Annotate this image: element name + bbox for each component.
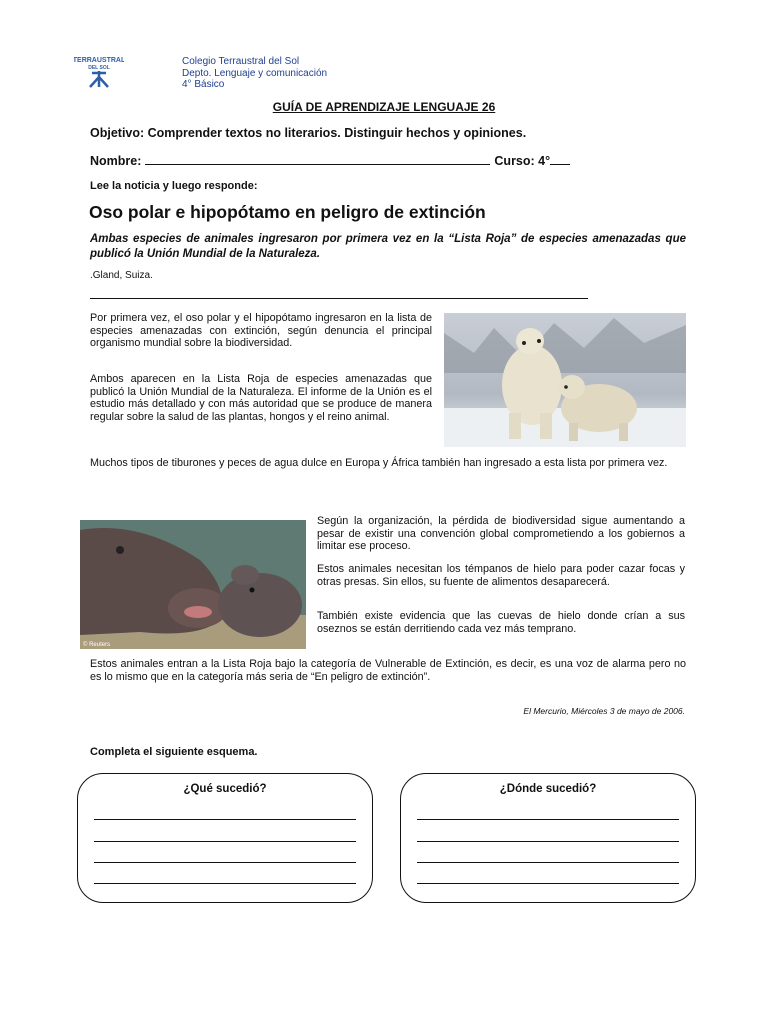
answer-line[interactable]: [417, 862, 679, 863]
name-label: Nombre:: [90, 154, 142, 168]
article-source: El Mercurio, Miércoles 3 de mayo de 2006.: [523, 706, 685, 716]
answer-line[interactable]: [94, 841, 356, 842]
paragraph-1: Por primera vez, el oso polar y el hipopótamo ingresaron en la lista de especies amenazadas con extinción, según denuncia el principal organismo mundial sobre la biodiversidad.: [90, 312, 432, 350]
paragraph-6: También existe evidencia que las cuevas de hielo donde crían a sus oseznos se están derritiendo cada vez más temprano.: [317, 610, 685, 635]
paragraph-4: Según la organización, la pérdida de biodiversidad sigue aumentando a pesar de existir una convención global comprometiendo a los gobiernos a limitar ese proceso.: [317, 515, 685, 553]
polar-bear-photo: [444, 313, 686, 447]
school-name: Colegio Terraustral del Sol: [182, 56, 300, 67]
hippo-photo: [80, 520, 306, 649]
objective: Objetivo: Comprender textos no literarios. Distinguir hechos y opiniones.: [90, 126, 527, 140]
department: Depto. Lenguaje y comunicación: [182, 67, 328, 79]
where-happened-title: ¿Dónde sucedió?: [499, 783, 597, 795]
guide-title: GUÍA DE APRENDIZAJE LENGUAJE 26: [272, 100, 496, 114]
name-blank[interactable]: [145, 154, 490, 165]
logo-text-bottom: DEL SOL: [88, 65, 110, 71]
answer-line[interactable]: [417, 819, 679, 820]
name-course-row: [90, 154, 570, 168]
activity-instruction: Completa el siguiente esquema.: [90, 746, 258, 758]
logo-text-top: TERRAUSTRAL: [74, 57, 124, 64]
course-blank[interactable]: [550, 154, 570, 165]
what-happened-title: ¿Qué sucedió?: [183, 783, 267, 795]
answer-line[interactable]: [417, 841, 679, 842]
course-label: Curso: 4°: [494, 154, 551, 168]
grade: 4° Básico: [182, 79, 225, 90]
article-dateline: .Gland, Suiza.: [90, 270, 153, 281]
answer-line[interactable]: [417, 883, 679, 884]
article-lead: Ambas especies de animales ingresaron por primera vez en la “Lista Roja” de especies amenazadas que publicó la Unión Mundial de la Naturaleza.: [90, 233, 686, 260]
school-logo: [74, 50, 124, 90]
answer-line[interactable]: [94, 819, 356, 820]
reading-instruction: Lee la noticia y luego responde:: [90, 180, 258, 192]
school-info: [182, 56, 327, 91]
paragraph-3: Muchos tipos de tiburones y peces de agua dulce en Europa y África también han ingresado a esta lista por primera vez.: [90, 457, 668, 469]
divider: [90, 298, 588, 299]
paragraph-7: Estos animales entran a la Lista Roja bajo la categoría de Vulnerable de Extinción, es decir, es una voz de alarma pero no es lo mismo que en la categoría más seria de “En peligro de extinción”.: [90, 658, 686, 683]
answer-line[interactable]: [94, 883, 356, 884]
where-happened-box: [400, 773, 696, 903]
what-happened-box: [77, 773, 373, 903]
photo-credit: © Reuters: [83, 642, 111, 648]
article-headline: Oso polar e hipopótamo en peligro de extinción: [89, 202, 486, 222]
answer-line[interactable]: [94, 862, 356, 863]
paragraph-2: Ambos aparecen en la Lista Roja de especies amenazadas que publicó la Unión Mundial de la Naturaleza. El informe de la Unión es el estudio más detallado y con más autoridad que se produce de manera regular sobre la salud de las plantas, hongos y el reino animal.: [90, 373, 432, 423]
paragraph-5: Estos animales necesitan los témpanos de hielo para poder cazar focas y otras presas. Sin ellos, su fuente de alimentos desaparecerá.: [317, 563, 685, 588]
